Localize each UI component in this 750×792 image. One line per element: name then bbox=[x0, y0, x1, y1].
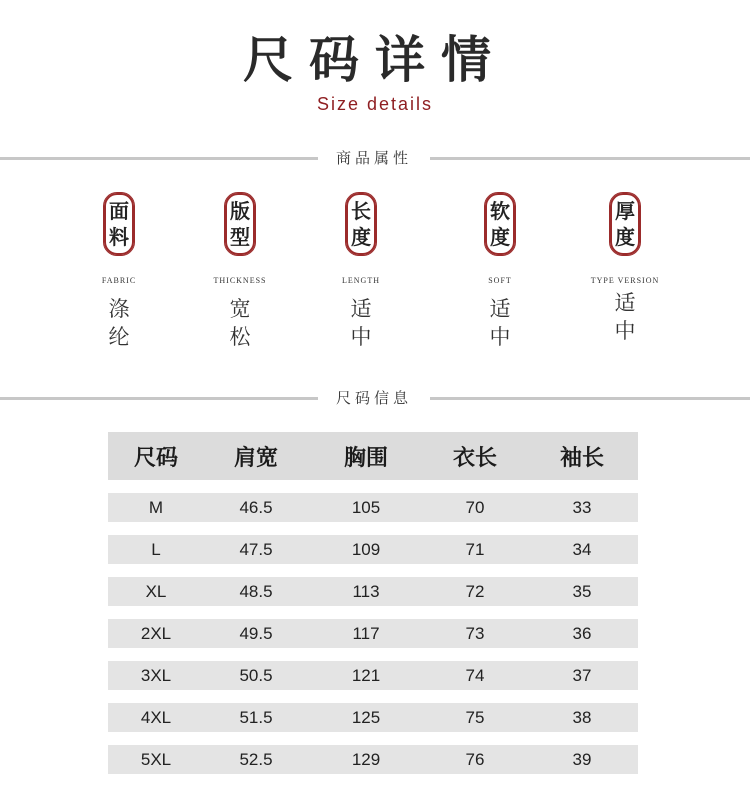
badge-char: 版 bbox=[230, 199, 250, 223]
table-cell: 74 bbox=[465, 665, 485, 685]
attribute-badge bbox=[609, 192, 641, 256]
table-cell: 52.5 bbox=[239, 749, 273, 769]
table-row bbox=[108, 703, 638, 732]
attribute-english-label: FABRIC bbox=[101, 276, 137, 285]
table-cell: 4XL bbox=[140, 707, 172, 727]
table-row bbox=[108, 745, 638, 774]
table-cell: 72 bbox=[465, 581, 485, 601]
badge-char: 软 bbox=[490, 199, 510, 223]
attribute-value bbox=[180, 295, 300, 351]
attribute-thickness bbox=[180, 192, 300, 351]
table-cell: 48.5 bbox=[239, 581, 273, 601]
attribute-english-label: THICKNESS bbox=[213, 276, 267, 285]
value-char: 纶 bbox=[108, 325, 130, 349]
attribute-english-label: TYPE VERSION bbox=[590, 276, 660, 285]
attribute-value bbox=[565, 289, 685, 345]
attribute-value bbox=[301, 295, 421, 351]
attribute-badge bbox=[484, 192, 516, 256]
badge-char: 长 bbox=[351, 199, 371, 223]
page-subtitle: Size details bbox=[316, 94, 434, 114]
table-cell: 113 bbox=[352, 581, 380, 601]
value-char: 中 bbox=[614, 319, 636, 343]
column-header-sleeve: 袖长 bbox=[559, 445, 604, 471]
table-cell: 50.5 bbox=[239, 665, 273, 685]
attribute-fabric bbox=[59, 192, 179, 351]
divider-left bbox=[0, 157, 318, 160]
table-cell: L bbox=[151, 539, 161, 559]
attribute-value bbox=[59, 295, 179, 351]
table-cell: 51.5 bbox=[239, 707, 273, 727]
size-section-label: 尺码信息 bbox=[335, 389, 412, 407]
table-row bbox=[108, 577, 638, 606]
attribute-english-label: LENGTH bbox=[342, 276, 380, 285]
badge-char: 面 bbox=[109, 199, 129, 223]
page-title: 尺码详情 bbox=[243, 30, 507, 89]
attributes-row bbox=[0, 192, 750, 362]
table-cell: 129 bbox=[351, 749, 381, 769]
value-char: 中 bbox=[350, 325, 372, 349]
attribute-soft bbox=[440, 192, 560, 351]
value-char: 涤 bbox=[108, 297, 130, 321]
table-cell: 33 bbox=[572, 497, 592, 517]
attributes-section-label: 商品属性 bbox=[335, 149, 412, 167]
divider-left bbox=[0, 397, 318, 400]
table-cell: 73 bbox=[465, 623, 485, 643]
table-cell: 75 bbox=[465, 707, 485, 727]
table-cell: 39 bbox=[572, 749, 592, 769]
value-char: 适 bbox=[350, 297, 372, 321]
badge-char: 料 bbox=[109, 225, 129, 249]
table-cell: 34 bbox=[572, 539, 592, 559]
attribute-badge bbox=[345, 192, 377, 256]
table-cell: 5XL bbox=[140, 749, 172, 769]
column-header-length: 衣长 bbox=[452, 445, 497, 471]
table-cell: 3XL bbox=[140, 665, 172, 685]
attribute-english-label: SOFT bbox=[488, 276, 512, 285]
table-cell: XL bbox=[145, 581, 167, 601]
size-table bbox=[108, 432, 638, 774]
column-header-size: 尺码 bbox=[133, 445, 178, 471]
table-cell: 109 bbox=[351, 539, 381, 559]
table-row bbox=[108, 535, 638, 564]
size-section-header bbox=[0, 386, 750, 410]
column-header-chest: 胸围 bbox=[343, 445, 388, 471]
attributes-section-header bbox=[0, 146, 750, 170]
size-table-header bbox=[108, 432, 638, 480]
table-cell: M bbox=[148, 497, 164, 517]
table-cell: 121 bbox=[351, 665, 381, 685]
attribute-type-version bbox=[565, 192, 685, 345]
attribute-length bbox=[301, 192, 421, 351]
divider-right bbox=[430, 397, 750, 400]
table-row bbox=[108, 493, 638, 522]
table-cell: 70 bbox=[465, 497, 485, 517]
value-char: 适 bbox=[489, 297, 511, 321]
badge-char: 度 bbox=[490, 225, 510, 249]
table-cell: 37 bbox=[572, 665, 592, 685]
table-cell: 76 bbox=[465, 749, 485, 769]
badge-char: 度 bbox=[351, 225, 371, 249]
badge-char: 厚 bbox=[615, 199, 635, 223]
table-row bbox=[108, 661, 638, 690]
attribute-value bbox=[440, 295, 560, 351]
attribute-badge bbox=[103, 192, 135, 256]
attribute-badge bbox=[224, 192, 256, 256]
value-char: 适 bbox=[614, 291, 636, 315]
table-cell: 49.5 bbox=[239, 623, 273, 643]
value-char: 松 bbox=[229, 325, 251, 349]
table-cell: 47.5 bbox=[239, 539, 273, 559]
table-cell: 125 bbox=[351, 707, 381, 727]
table-cell: 36 bbox=[572, 623, 592, 643]
table-row bbox=[108, 619, 638, 648]
value-char: 中 bbox=[489, 325, 511, 349]
table-cell: 117 bbox=[352, 623, 380, 643]
badge-char: 度 bbox=[615, 225, 635, 249]
table-cell: 2XL bbox=[140, 623, 172, 643]
value-char: 宽 bbox=[229, 297, 251, 321]
table-cell: 46.5 bbox=[239, 497, 273, 517]
table-cell: 105 bbox=[351, 497, 381, 517]
table-cell: 71 bbox=[465, 539, 485, 559]
divider-right bbox=[430, 157, 750, 160]
table-cell: 38 bbox=[572, 707, 592, 727]
table-cell: 35 bbox=[572, 581, 592, 601]
column-header-shoulder: 肩宽 bbox=[233, 445, 278, 471]
badge-char: 型 bbox=[230, 225, 250, 249]
